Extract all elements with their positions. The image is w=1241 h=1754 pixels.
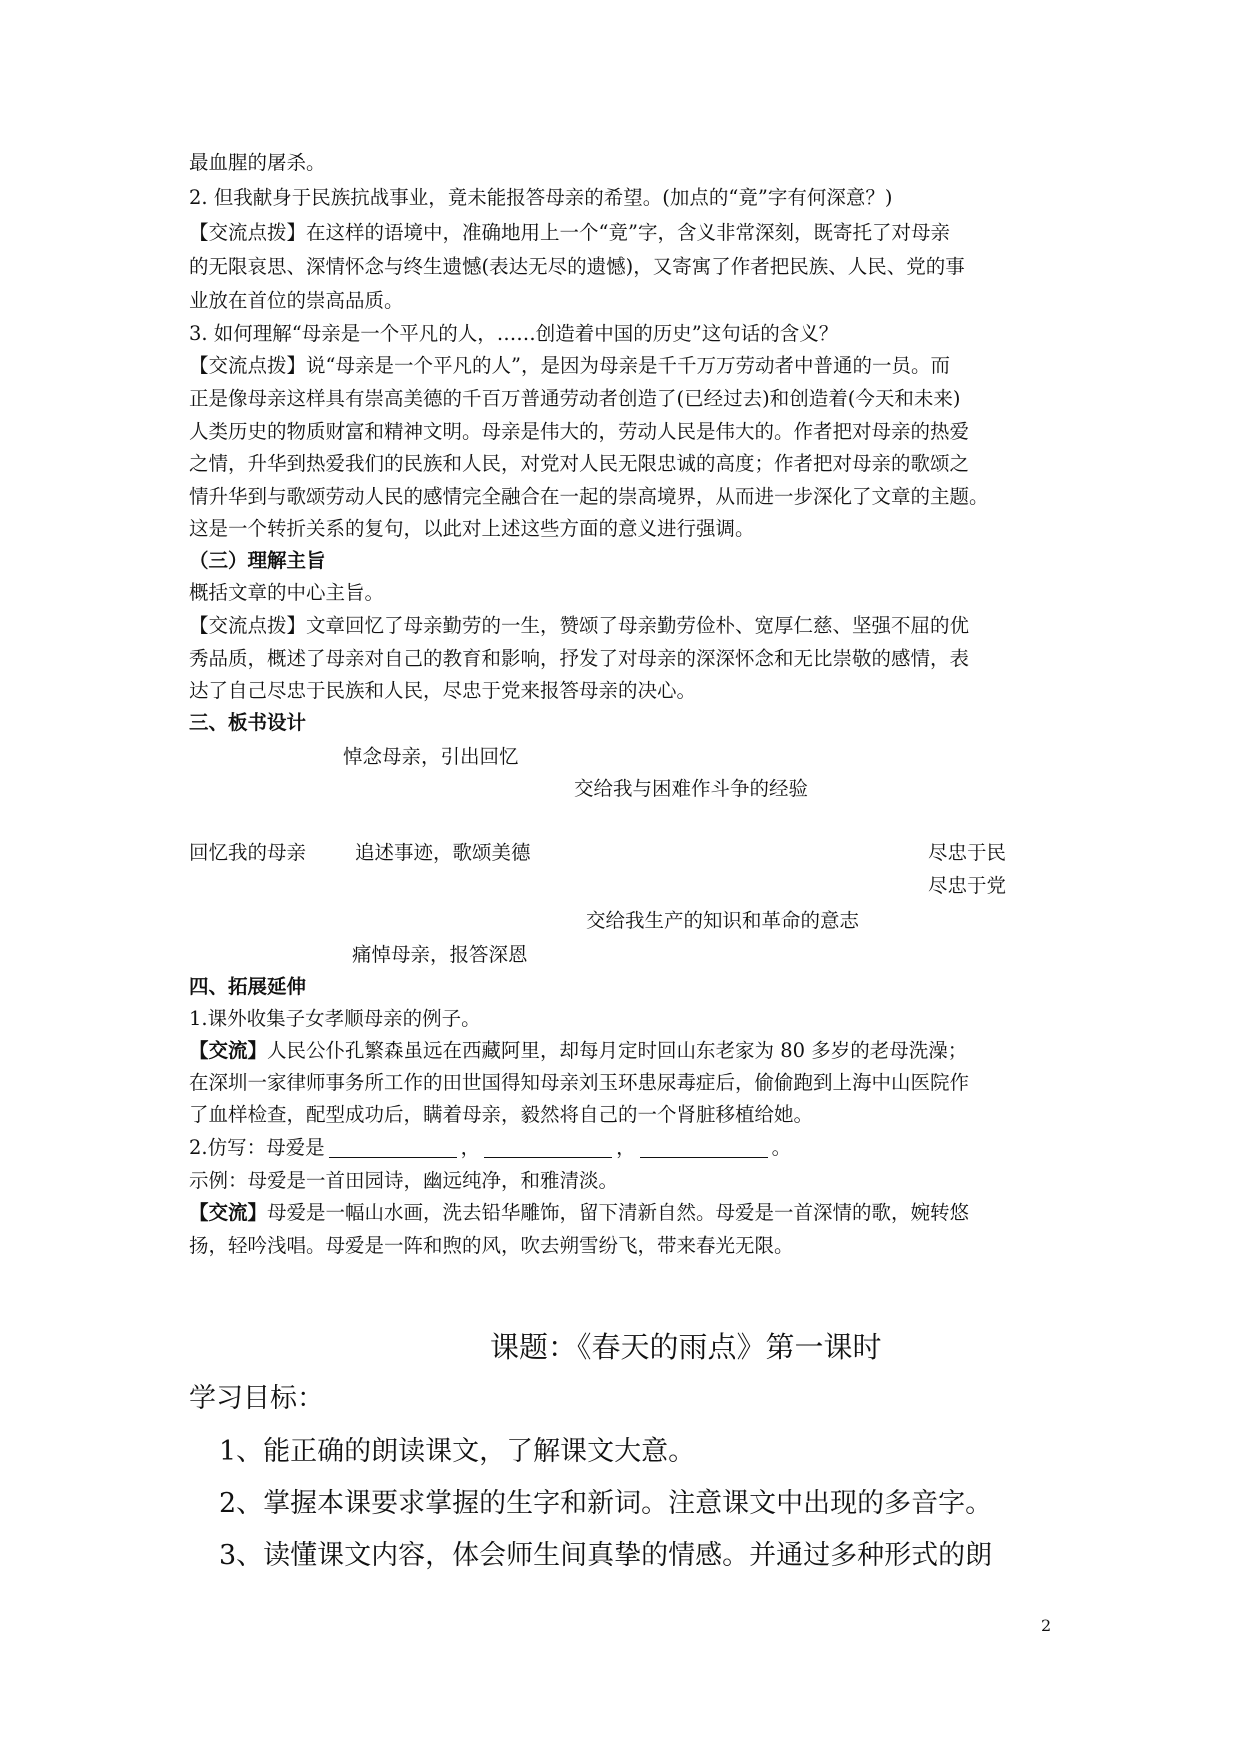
separator: ， xyxy=(616,1136,636,1159)
section-heading: 三、板书设计 xyxy=(189,711,307,734)
exchange-label: 【交流】 xyxy=(189,1039,268,1062)
text-line: 这是一个转折关系的复句，以此对上述这些方面的意义进行强调。 xyxy=(189,517,755,540)
text-line: 正是像母亲这样具有崇高美德的千百万普通劳动者创造了(已经过去)和创造着(今天和未来) xyxy=(189,387,961,410)
separator: ， xyxy=(460,1136,481,1159)
text-line: 【交流点拨】文章回忆了母亲勤劳的一生，赞颂了母亲勤劳俭朴、宽厚仁慈、坚强不屈的优 xyxy=(189,614,970,637)
goal-item: 2、掌握本课要求掌握的生字和新词。注意课文中出现的多音字。 xyxy=(219,1488,993,1519)
text-line: 扬，轻吟浅唱。母爱是一阵和煦的风，吹去朔雪纷飞，带来春光无限。 xyxy=(189,1234,794,1257)
text-line: 概括文章的中心主旨。 xyxy=(189,581,385,604)
board-item: 回忆我的母亲 xyxy=(189,841,307,864)
question-2: 2. 但我献身于民族抗战事业，竟未能报答母亲的希望。(加点的“竟”字有何深意？) xyxy=(189,186,893,209)
fill-in-line xyxy=(189,1133,791,1163)
terminator: 。 xyxy=(771,1136,792,1159)
prompt-text: 2.仿写：母爱是 xyxy=(189,1136,325,1159)
text-line: 的无限哀思、深情怀念与终生遗憾(表达无尽的遗憾)，又寄寓了作者把民族、人民、党的事 xyxy=(189,255,965,278)
section-heading: （三）理解主旨 xyxy=(189,549,326,572)
board-item: 悼念母亲，引出回忆 xyxy=(343,745,519,768)
page-number: 2 xyxy=(1041,1616,1052,1635)
board-item: 交给我与困难作斗争的经验 xyxy=(574,777,809,800)
text-line: 业放在首位的崇高品质。 xyxy=(189,289,404,312)
blank-line xyxy=(329,1137,457,1158)
lesson-title: 课题：《春天的雨点》第一课时 xyxy=(490,1330,882,1364)
text-line: 1.课外收集子女孝顺母亲的例子。 xyxy=(189,1007,481,1030)
question-3: 3. 如何理解“母亲是一个平凡的人，……创造着中国的历史”这句话的含义？ xyxy=(189,322,839,345)
board-item: 交给我生产的知识和革命的意志 xyxy=(586,909,860,932)
text-line: 达了自己尽忠于民族和人民，尽忠于党来报答母亲的决心。 xyxy=(189,679,697,702)
text-line: 之情，升华到热爱我们的民族和人民，对党对人民无限忠诚的高度；作者把对母亲的歌颂之 xyxy=(189,452,970,475)
text-line: 情升华到与歌颂劳动人民的感情完全融合在一起的崇高境界，从而进一步深化了文章的主题。 xyxy=(189,485,989,508)
board-item: 尽忠于党 xyxy=(928,874,1007,897)
text-line: 最血腥的屠杀。 xyxy=(189,151,326,174)
text-line: 示例：母爱是一首田园诗，幽远纯净，和雅清淡。 xyxy=(189,1169,619,1192)
board-item: 尽忠于民 xyxy=(928,841,1007,864)
section-heading: 四、拓展延伸 xyxy=(189,975,307,998)
goal-item: 3、读懂课文内容，体会师生间真挚的情感。并通过多种形式的朗 xyxy=(219,1540,993,1571)
text-line: 【交流点拨】说“母亲是一个平凡的人”，是因为母亲是千千万万劳动者中普通的一员。而 xyxy=(189,354,950,377)
text-line: 人类历史的物质财富和精神文明。母亲是伟大的，劳动人民是伟大的。作者把对母亲的热爱 xyxy=(189,420,970,443)
goals-heading: 学习目标： xyxy=(189,1383,324,1414)
text-line: 了血样检查，配型成功后，瞒着母亲，毅然将自己的一个肾脏移植给她。 xyxy=(189,1103,814,1126)
text-line: 【交流点拨】在这样的语境中，准确地用上一个“竟”字，含义非常深刻，既寄托了对母亲 xyxy=(189,221,950,244)
exchange-label: 【交流】 xyxy=(189,1201,268,1224)
blank-line xyxy=(484,1137,612,1158)
board-item: 追述事迹，歌颂美德 xyxy=(355,841,531,864)
text-line xyxy=(189,1198,969,1228)
board-item: 痛悼母亲，报答深恩 xyxy=(352,943,528,966)
blank-line xyxy=(640,1137,768,1158)
goal-item: 1、能正确的朗读课文，了解课文大意。 xyxy=(219,1436,696,1467)
text-line: 秀品质，概述了母亲对自己的教育和影响，抒发了对母亲的深深怀念和无比崇敬的感情，表 xyxy=(189,647,970,670)
text-line: 在深圳一家律师事务所工作的田世国得知母亲刘玉环患尿毒症后，偷偷跑到上海中山医院作 xyxy=(189,1071,970,1094)
exchange-text: 人民公仆孔繁森虽远在西藏阿里，却每月定时回山东老家为 80 多岁的老母洗澡； xyxy=(267,1039,968,1062)
exchange-text: 母爱是一幅山水画，洗去铅华雕饰，留下清新自然。母爱是一首深情的歌，婉转悠 xyxy=(267,1201,970,1224)
text-line xyxy=(189,1036,967,1066)
